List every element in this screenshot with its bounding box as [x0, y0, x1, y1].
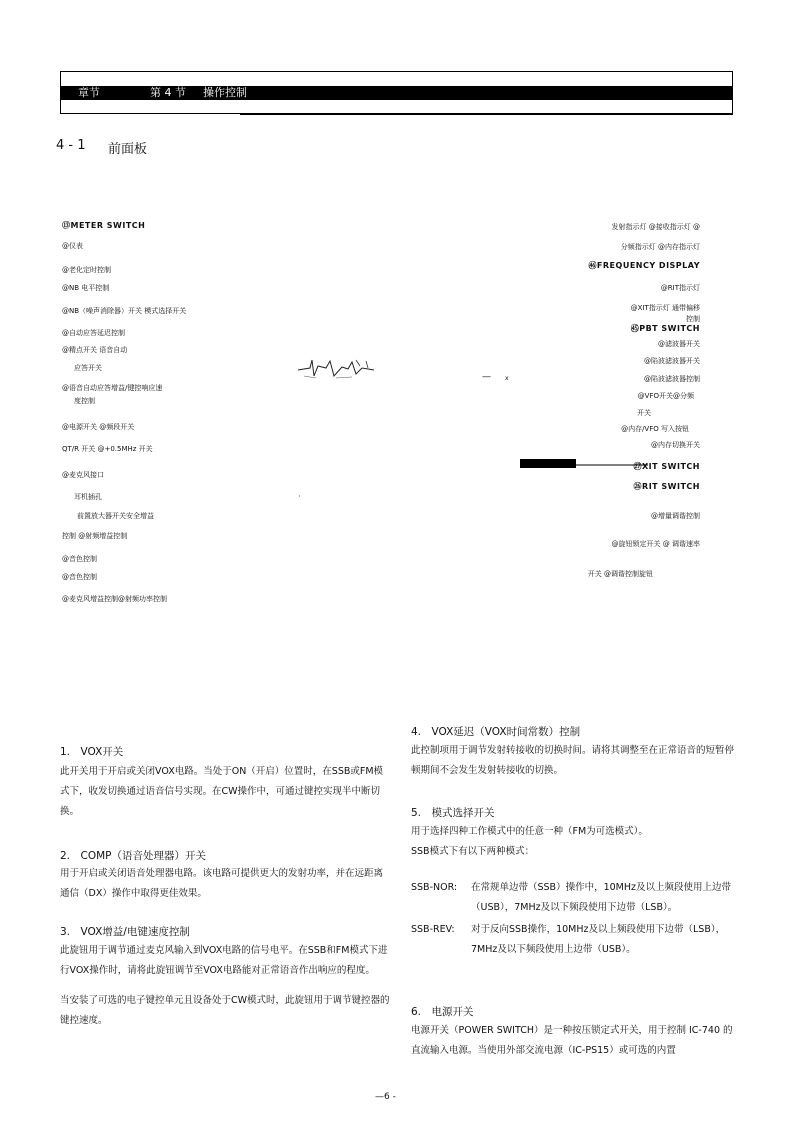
ssb-terms	[411, 878, 736, 960]
item-paragraph: 此旋钮用于调节通过麦克风输入到VOX电路的信号电平。在SSB和FM模式下进行VOX操作时，请将此旋钮调节至VOX电路能对正常语音作出响应的程度。	[60, 945, 388, 976]
right-label: @VFO开关@分频	[637, 392, 694, 400]
section-name: 前面板	[108, 142, 148, 157]
left-label: 耳机插孔	[74, 493, 102, 501]
page-number: —6 -	[375, 1092, 396, 1102]
item-paragraph: 用于选择四种工作模式中的任意一种（FM为可选模式）。	[411, 826, 648, 837]
figure-dot: ·	[298, 492, 301, 501]
term-desc: 对于反向SSB操作，10MHz及以上频段使用下边带（LSB），7MHz及以下频段使用上边带（USB）。	[471, 924, 726, 955]
left-label: 前置放大器开关安全增益	[77, 512, 154, 520]
left-label: @老化定时控制	[62, 266, 111, 274]
left-label: @仪表	[62, 242, 83, 250]
item-3	[60, 924, 390, 1031]
right-label: @陷波滤波器控制	[644, 375, 700, 383]
right-label: ㊺PBT SWITCH	[630, 324, 700, 333]
item-heading: 5. 模式选择开关	[411, 807, 495, 819]
right-label: 开关 @调谐控制旋钮	[587, 570, 653, 578]
item-heading: 3. VOX增益/电键速度控制	[60, 926, 190, 938]
panel-figure-fragment	[296, 356, 376, 382]
right-label: @陷波滤波器开关	[644, 357, 700, 365]
term-row	[411, 920, 736, 960]
figure-mark: x	[505, 375, 509, 382]
left-label: ⑬METER SWITCH	[62, 221, 146, 230]
left-label: @电源开关 @频段开关	[62, 423, 135, 431]
right-label: 发射指示灯 @接收指示灯 @	[611, 223, 700, 231]
right-label: ㉗XIT SWITCH	[633, 462, 700, 471]
left-label: QT/R 开关 @+0.5MHz 开关	[62, 445, 153, 453]
left-label: 应答开关	[74, 364, 102, 372]
left-label: @精点开关 语音自动	[62, 346, 128, 354]
section-label: 第 4 节	[150, 86, 186, 99]
right-label: @RIT指示灯	[660, 284, 700, 292]
header-rule	[240, 113, 733, 115]
leader-line	[520, 458, 650, 470]
term-name: SSB-NOR:	[411, 882, 458, 893]
right-label: 开关	[637, 409, 651, 417]
item-2	[60, 848, 390, 904]
chapter-label: 章节	[78, 86, 100, 99]
item-5	[411, 805, 736, 862]
item-paragraph: 当安装了可选的电子键控单元且设备处于CW模式时，此旋钮用于调节键控器的键控速度。	[60, 995, 390, 1026]
right-label: @滤波器开关	[658, 340, 700, 348]
item-paragraph: 用于开启或关闭语音处理器电路。该电路可提供更大的发射功率，并在远距离通信（DX）操作中取得更佳效果。	[60, 868, 384, 899]
left-label: @语音自动应答增益/键控响应速	[62, 384, 163, 392]
item-6	[411, 1004, 736, 1061]
left-label: @音色控制	[62, 573, 97, 581]
right-label: 分频指示灯 @内存指示灯	[620, 243, 700, 251]
right-label: ㊻FREQUENCY DISPLAY	[588, 261, 700, 270]
term-name: SSB-REV:	[411, 924, 455, 935]
left-label: 度控制	[74, 397, 95, 405]
right-label: @旋钮锁定开关 @ 调谐速率	[611, 540, 700, 548]
right-label: ㉖RIT SWITCH	[633, 482, 700, 491]
right-label: 控制	[686, 315, 700, 323]
item-paragraph: 此开关用于开启或关闭VOX电路。当处于ON（开启）位置时，在SSB或FM模式下，收发切换通过语音信号实现。在CW操作中，可通过键控实现半中断切换。	[60, 766, 384, 817]
left-label: @音色控制	[62, 555, 97, 563]
right-label: @XIT指示灯 通带偏移	[630, 304, 700, 312]
left-label: @NB 电平控制	[62, 284, 110, 292]
item-paragraph: 电源开关（POWER SWITCH）是一种按压锁定式开关，用于控制 IC-740 的直流输入电源。当使用外部交流电源（IC-PS15）或可选的内置	[411, 1025, 733, 1056]
item-heading: 4. VOX延迟（VOX时间常数）控制	[411, 726, 581, 738]
figure-dash: —	[482, 372, 491, 382]
item-paragraph: 此控制项用于调节发射转接收的切换时间。请将其调整至在正常语音的短暂停顿期间不会发生发射转接收的切换。	[411, 745, 735, 776]
right-label: @内存/VFO 写入按钮	[621, 425, 689, 433]
section-title: 操作控制	[203, 86, 247, 99]
right-label: @内存切换开关	[651, 441, 700, 449]
item-paragraph: SSB模式下有以下两种模式：	[411, 846, 535, 857]
term-desc: 在常规单边带（SSB）操作中，10MHz及以上频段使用上边带（USB），7MHz及以下频段使用下边带（LSB）。	[471, 882, 731, 913]
item-heading: 6. 电源开关	[411, 1006, 474, 1018]
left-label: @自动应答延迟控制	[62, 329, 125, 337]
term-row	[411, 878, 736, 918]
item-4	[411, 724, 736, 781]
right-label: @增量调谐控制	[651, 512, 700, 520]
item-heading: 1. VOX开关	[60, 746, 124, 758]
left-label: @麦克风增益控制@射频功率控制	[62, 595, 167, 603]
left-label: @NB（噪声消除器）开关 模式选择开关	[62, 307, 187, 315]
section-number: 4 - 1	[56, 138, 86, 153]
item-heading: 2. COMP（语音处理器）开关	[60, 850, 207, 862]
item-1	[60, 744, 390, 822]
left-label: 控制 @射频增益控制	[62, 532, 128, 540]
left-label: @麦克风接口	[62, 471, 104, 479]
